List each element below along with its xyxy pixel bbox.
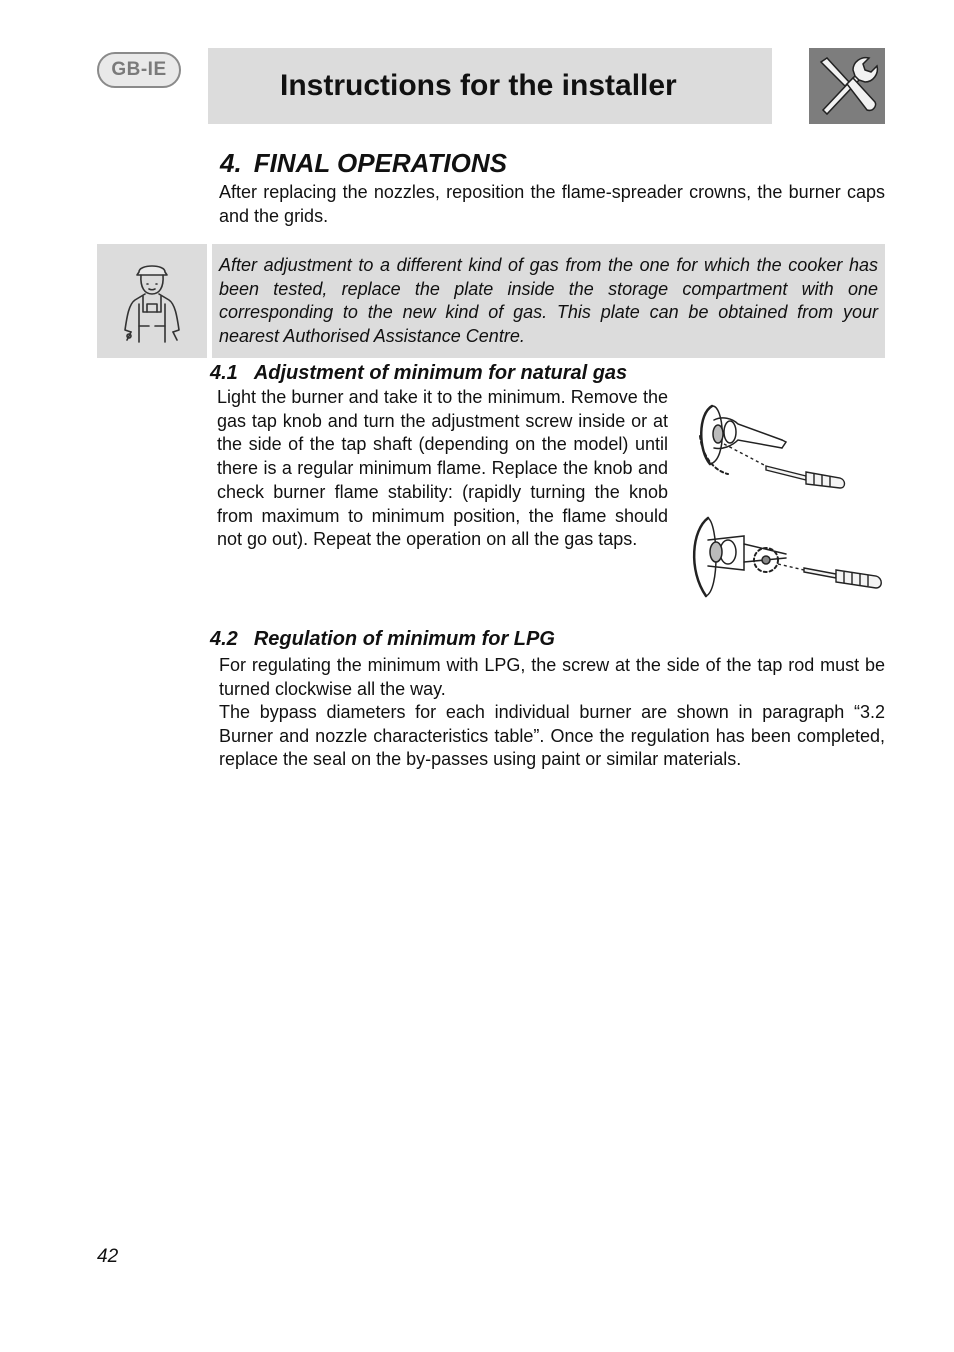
section-title: FINAL OPERATIONS bbox=[253, 148, 507, 178]
subsection-number: 4.1 bbox=[210, 362, 238, 384]
intro-paragraph: After replacing the nozzles, reposition the flame-spreader crowns, the burner caps and the grids. bbox=[219, 182, 885, 226]
section-heading bbox=[220, 148, 507, 179]
subsection-number: 4.2 bbox=[210, 628, 238, 650]
natural-gas-paragraph: Light the burner and take it to the minimum. Remove the gas tap knob and turn the adjustment screw inside or at the side of the tap shaft (depending on the model) until there is a regular minimum flame. Replace the knob and check burner flame stability: (rapidly turning the knob from maximum to minimum position, the flame should not go out). Repeat the operation on all the gas taps. bbox=[217, 387, 668, 550]
header-bar bbox=[208, 48, 772, 124]
section-number: 4. bbox=[220, 148, 242, 178]
subsection-heading-4-2 bbox=[210, 628, 555, 651]
language-badge: GB-IE bbox=[97, 52, 181, 88]
gas-tap-adjustment-illustration bbox=[696, 390, 848, 494]
page-number: 42 bbox=[97, 1246, 119, 1267]
technician-icon bbox=[97, 244, 207, 358]
subsection-heading-4-1 bbox=[210, 362, 627, 385]
lpg-paragraph-1: For regulating the minimum with LPG, the screw at the side of the tap rod must be turned clockwise all the way. bbox=[219, 655, 885, 699]
bypass-screw-illustration bbox=[686, 514, 886, 602]
subsection-title: Adjustment of minimum for natural gas bbox=[253, 362, 628, 384]
page-title: Instructions for the installer bbox=[280, 69, 677, 102]
tools-icon bbox=[809, 48, 885, 124]
subsection-title: Regulation of minimum for LPG bbox=[253, 628, 555, 650]
note-box bbox=[212, 244, 885, 358]
note-text: After adjustment to a different kind of gas from the one for which the cooker has been tested, replace the plate inside the storage compartment with one corresponding to the new kind of gas. This plate can be obtained from your nearest Authorised Assistance Centre. bbox=[219, 255, 878, 346]
lpg-paragraph-2: The bypass diameters for each individual burner are shown in paragraph “3.2 Burner and nozzle characteristics table”. Once the regulation has been completed, replace the seal on the by-passes using paint or similar materials. bbox=[219, 702, 885, 770]
